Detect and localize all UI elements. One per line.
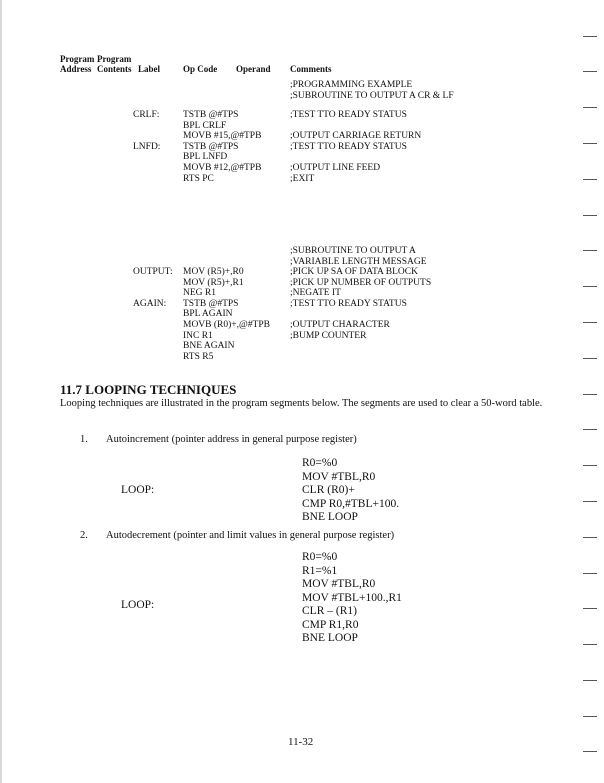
section-paragraph: Looping techniques are illustrated in the program segments below. The segments are used to clear a 50-word table. (60, 398, 543, 409)
block2-labels (133, 267, 173, 362)
margin-mark (583, 608, 597, 609)
margin-mark (583, 537, 597, 538)
header-comments: Comments (290, 64, 332, 74)
margin-mark (583, 36, 597, 37)
code-line: RTS PC (183, 173, 214, 184)
code-line: CMP R0,#TBL+100. (302, 497, 400, 510)
block2-code (183, 267, 270, 362)
margin-mark (583, 501, 597, 502)
code-line: MOVB (R0)+,@#TPB (183, 319, 270, 330)
code-line: CLR – (R1) (302, 605, 357, 617)
code-label (133, 131, 160, 142)
code-label (133, 174, 160, 185)
margin-mark (583, 394, 597, 395)
code-comment: ;TEST TTO READY STATUS (290, 298, 407, 309)
margin-mark (583, 751, 597, 752)
margin-mark (583, 143, 597, 144)
item2-number: 2. (80, 530, 88, 541)
margin-mark (583, 680, 597, 681)
code-comment: ;EXIT (290, 173, 315, 184)
code-comment (290, 152, 421, 163)
header-program-address: Program Address (60, 54, 95, 74)
code-label: AGAIN: (133, 298, 167, 309)
code-line: NEG R1 (183, 288, 216, 299)
code-line: TSTB @#TPS (183, 298, 239, 309)
item2-code (302, 551, 402, 646)
code-label: CRLF: (133, 110, 160, 120)
code-line: CMP R1,R0 (302, 618, 359, 631)
code-comment: ;OUTPUT LINE FEED (290, 162, 381, 173)
code-line: R0=%0 (302, 457, 338, 469)
code-comment (290, 121, 421, 132)
header-program-contents: Program Contents (97, 54, 132, 74)
code-line: MOVB #15,@#TPB (183, 131, 262, 142)
code-line: TSTB @#TPS (183, 141, 239, 152)
code-label (133, 320, 173, 331)
code-label: OUTPUT: (133, 267, 173, 277)
item1-text: Autoincrement (pointer address in general purpose register) (106, 434, 357, 445)
code-line: TSTB @#TPS (183, 110, 239, 120)
block2-intro-comments: ;SUBROUTINE TO OUTPUT A ;VARIABLE LENGTH MESSAGE (290, 246, 427, 267)
block1-intro-comments: ;PROGRAMMING EXAMPLE ;SUBROUTINE TO OUTPUT A CR & LF (290, 80, 454, 101)
scan-left-edge (0, 0, 2, 783)
margin-mark (583, 71, 597, 72)
code-comment: ;TEST TTO READY STATUS (290, 110, 407, 120)
margin-mark (583, 286, 597, 287)
margin-mark (583, 573, 597, 574)
item1-loop-label: LOOP: (121, 484, 155, 496)
block1-comments (290, 110, 421, 184)
code-line: BPL CRLF (183, 120, 227, 131)
item2-loop-label: LOOP: (121, 599, 155, 611)
item2-text: Autodecrement (pointer and limit values in general purpose register) (106, 530, 395, 541)
code-label: LNFD: (133, 141, 161, 152)
margin-mark (583, 358, 597, 359)
code-comment: ;OUTPUT CHARACTER (290, 319, 390, 330)
code-comment: ;PICK UP SA OF DATA BLOCK (290, 267, 418, 277)
code-line: RTS R5 (183, 351, 214, 362)
block1-labels (133, 110, 160, 184)
margin-mark (583, 179, 597, 180)
code-line: BNE AGAIN (183, 341, 235, 352)
code-line: CLR (R0)+ (302, 484, 355, 496)
header-op-code: Op Code (183, 64, 218, 74)
code-line: R1=%1 (302, 564, 338, 577)
code-comment: ;BUMP COUNTER (290, 330, 367, 341)
code-line: MOV (R5)+,R1 (183, 277, 244, 288)
code-comment: ;OUTPUT CARRIAGE RETURN (290, 131, 422, 142)
margin-mark (583, 465, 597, 466)
code-line: R0=%0 (302, 551, 338, 563)
margin-mark (583, 250, 597, 251)
header-operand: Operand (236, 64, 271, 74)
margin-mark (583, 322, 597, 323)
code-line: MOV (R5)+,R0 (183, 267, 244, 277)
block2-comments (290, 267, 431, 362)
code-comment (290, 341, 431, 352)
code-comment (290, 309, 431, 320)
item1-number: 1. (80, 434, 88, 445)
code-line: MOVB #12,@#TPB (183, 162, 262, 173)
code-label (133, 341, 173, 352)
code-line: MOV #TBL,R0 (302, 578, 376, 590)
item1-code (302, 457, 399, 525)
section-title: 11.7 LOOPING TECHNIQUES (60, 382, 237, 397)
margin-mark (583, 716, 597, 717)
code-label (133, 163, 160, 174)
code-line: BPL AGAIN (183, 309, 233, 320)
code-label (133, 152, 160, 163)
code-line: INC R1 (183, 330, 213, 341)
code-comment: ;NEGATE IT (290, 288, 341, 299)
code-label (133, 331, 173, 342)
margin-mark (583, 215, 597, 216)
margin-mark (583, 107, 597, 108)
code-label (133, 121, 160, 132)
margin-mark (583, 429, 597, 430)
code-comment: ;PICK UP NUMBER OF OUTPUTS (290, 277, 432, 288)
code-comment: ;TEST TTO READY STATUS (290, 141, 407, 152)
code-line: BPL LNFD (183, 152, 228, 163)
block1-code (183, 110, 261, 184)
code-line: MOV #TBL,R0 (302, 470, 376, 483)
code-line: BNE LOOP (302, 632, 358, 644)
code-label (133, 278, 173, 289)
code-label (133, 288, 173, 299)
code-line: BNE LOOP (302, 511, 358, 523)
code-comment (290, 352, 431, 363)
header-label: Label (138, 64, 161, 74)
code-label (133, 309, 173, 320)
margin-mark (583, 644, 597, 645)
code-line: MOV #TBL+100.,R1 (302, 591, 402, 604)
code-label (133, 352, 173, 363)
page-number: 11-32 (288, 736, 314, 748)
